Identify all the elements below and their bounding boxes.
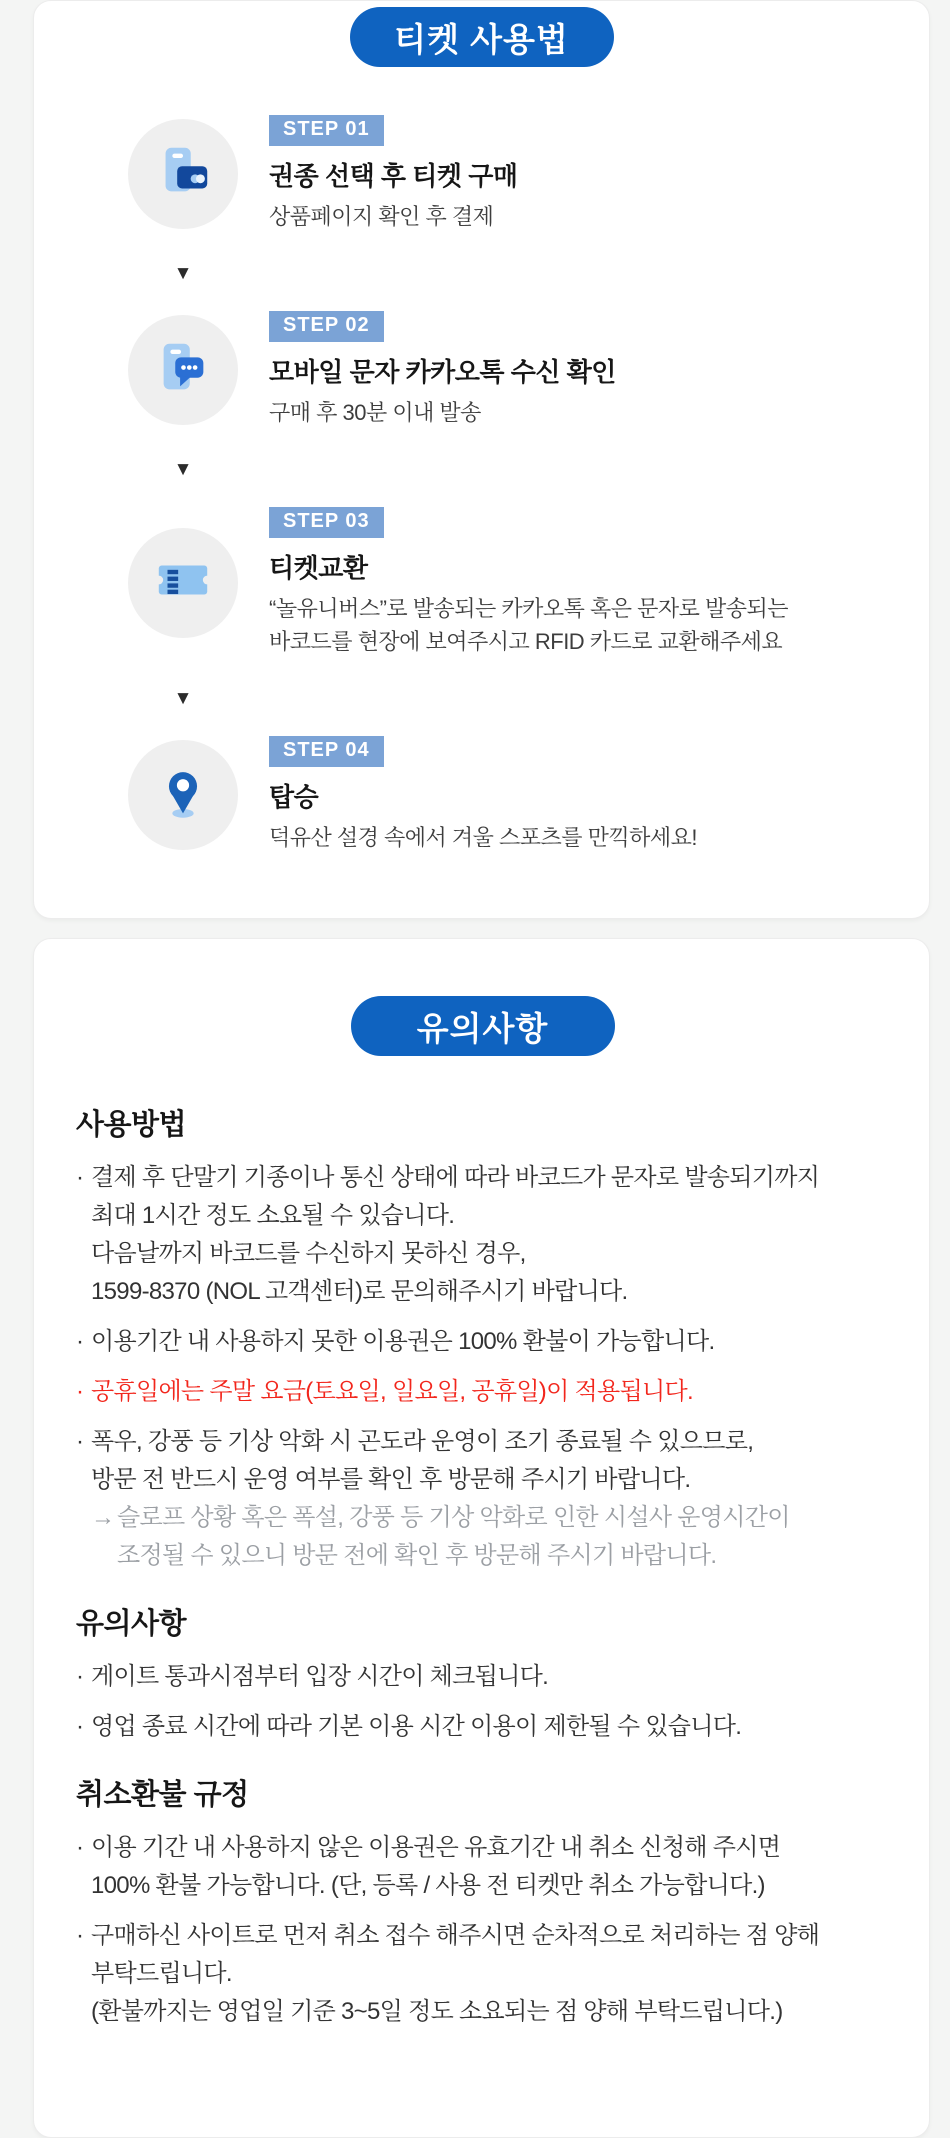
step-title: 모바일 문자 카카오톡 수신 확인: [269, 357, 616, 387]
notice-title-badge: [351, 996, 615, 1056]
phone-chat-icon: [152, 337, 214, 404]
notice-item: [76, 1423, 889, 1575]
ticket-icon: [152, 549, 214, 616]
notice-note-line: 조정될 수 있으니 방문 전에 확인 후 방문해 주시기 바랍니다.: [117, 1542, 717, 1569]
notice-card: [33, 938, 930, 2138]
notice-item-line: [76, 1917, 889, 1955]
notice-item-text: 이용 기간 내 사용하지 않은 이용권은 유효기간 내 취소 신청해 주시면: [91, 1834, 781, 1861]
notice-item-line: 부탁드립니다.: [91, 1960, 232, 1987]
step-description: [269, 396, 616, 429]
bullet-dot: ·: [76, 1164, 84, 1191]
ticket-guide-title-badge: [350, 7, 614, 67]
phone-card-icon: [152, 141, 214, 208]
location-pin-icon: [152, 762, 214, 829]
notice-note-text: 슬로프 상황 혹은 폭설, 강풍 등 기상 악화로 인한 시설사 운영시간이: [117, 1504, 790, 1531]
down-arrow-icon: ▼: [173, 263, 193, 284]
notice-item-text: 공휴일에는 주말 요금(토요일, 일요일, 공휴일)이 적용됩니다.: [91, 1378, 693, 1405]
notice-item-text: 구매하신 사이트로 먼저 취소 접수 해주시면 순차적으로 처리하는 점 양해: [91, 1922, 820, 1949]
notice-item: [76, 1708, 889, 1746]
steps-list: [34, 115, 929, 854]
step-title: 권종 선택 후 티켓 구매: [269, 161, 518, 191]
step-title: 티켓교환: [269, 553, 368, 583]
step-icon-circle: [128, 740, 238, 850]
step-text: [269, 736, 697, 854]
step-icon-circle: [128, 315, 238, 425]
step-description-line: 상품페이지 확인 후 결제: [269, 204, 494, 229]
notice-item-line: 최대 1시간 정도 소요될 수 있습니다.: [91, 1202, 455, 1229]
notice-item: [76, 1323, 889, 1361]
down-arrow-icon: ▼: [173, 459, 193, 480]
step-badge: STEP 03: [269, 507, 384, 538]
step-icon-circle: [128, 528, 238, 638]
step-text: [269, 311, 616, 429]
step-description: [269, 592, 788, 658]
step-badge: STEP 04: [269, 736, 384, 767]
notice-item: [76, 1159, 889, 1311]
notice-item-line: [76, 1323, 889, 1361]
notice-item-line: 방문 전 반드시 운영 여부를 확인 후 방문해 주시기 바랍니다.: [91, 1466, 691, 1493]
step-badge: STEP 01: [269, 115, 384, 146]
bullet-dot: ·: [76, 1834, 84, 1861]
notice-item-text: 영업 종료 시간에 따라 기본 이용 시간 이용이 제한될 수 있습니다.: [91, 1713, 742, 1740]
notice-item: [76, 1658, 889, 1696]
step-description-line: “놀유니버스”로 발송되는 카카오톡 혹은 문자로 발송되는: [269, 596, 789, 621]
step-badge: STEP 02: [269, 311, 384, 342]
notice-item: [76, 1373, 889, 1411]
notice-item-line: [76, 1423, 889, 1461]
notice-note-line: [91, 1499, 889, 1537]
notice-item-text: 결제 후 단말기 기종이나 통신 상태에 따라 바코드가 문자로 발송되기까지: [91, 1164, 820, 1191]
notice-item-line: 다음날까지 바코드를 수신하지 못하신 경우,: [91, 1240, 526, 1267]
bullet-dot: ·: [76, 1922, 84, 1949]
ticket-guide-title: 티켓 사용법: [394, 20, 569, 58]
step-row: [128, 115, 929, 233]
section-heading: 취소환불 규정: [76, 1779, 249, 1811]
notice-item-line: (환불까지는 영업일 기준 3~5일 정도 소요되는 점 양해 부탁드립니다.): [91, 1998, 783, 2025]
section-heading: 유의사항: [76, 1608, 187, 1640]
notice-item: [76, 1829, 889, 1905]
step-description: [269, 200, 517, 233]
notice-item-text: 게이트 통과시점부터 입장 시간이 체크됩니다.: [91, 1663, 549, 1690]
section-heading: 사용방법: [76, 1109, 187, 1141]
notice-item-line: [76, 1708, 889, 1746]
step-description-line: 바코드를 현장에 보여주시고 RFID 카드로 교환해주세요: [269, 629, 783, 654]
bullet-dot: ·: [76, 1713, 84, 1740]
notice-item-line: [76, 1159, 889, 1197]
notice-item-text: 폭우, 강풍 등 기상 악화 시 곤도라 운영이 조기 종료될 수 있으므로,: [91, 1428, 754, 1455]
step-description-line: 덕유산 설경 속에서 겨울 스포츠를 만끽하세요!: [269, 825, 697, 850]
notice-item: [76, 1917, 889, 2031]
bullet-dot: ·: [76, 1328, 84, 1355]
step-row: [128, 736, 929, 854]
down-arrow-icon: ▼: [173, 688, 193, 709]
notice-item-line: [76, 1658, 889, 1696]
notice-item-line: 1599-8370 (NOL 고객센터)로 문의해주시기 바랍니다.: [91, 1278, 628, 1305]
bullet-dot: ·: [76, 1378, 84, 1405]
notice-sections: [76, 1102, 889, 2031]
notice-item-line: 100% 환불 가능합니다. (단, 등록 / 사용 전 티켓만 취소 가능합니다.): [91, 1872, 765, 1899]
step-text: [269, 507, 788, 658]
arrow-right-icon: →: [91, 1504, 115, 1531]
notice-title: 유의사항: [416, 1009, 549, 1047]
step-row: [128, 311, 929, 429]
step-title: 탑승: [269, 782, 319, 812]
notice-item-line: [76, 1373, 889, 1411]
bullet-dot: ·: [76, 1663, 84, 1690]
step-icon-circle: [128, 119, 238, 229]
step-text: [269, 115, 517, 233]
step-description: [269, 821, 697, 854]
bullet-dot: ·: [76, 1428, 84, 1455]
notice-item-line: [76, 1829, 889, 1867]
step-row: [128, 507, 929, 658]
notice-item-text: 이용기간 내 사용하지 못한 이용권은 100% 환불이 가능합니다.: [91, 1328, 715, 1355]
ticket-guide-card: [33, 0, 930, 919]
step-description-line: 구매 후 30분 이내 발송: [269, 400, 481, 425]
